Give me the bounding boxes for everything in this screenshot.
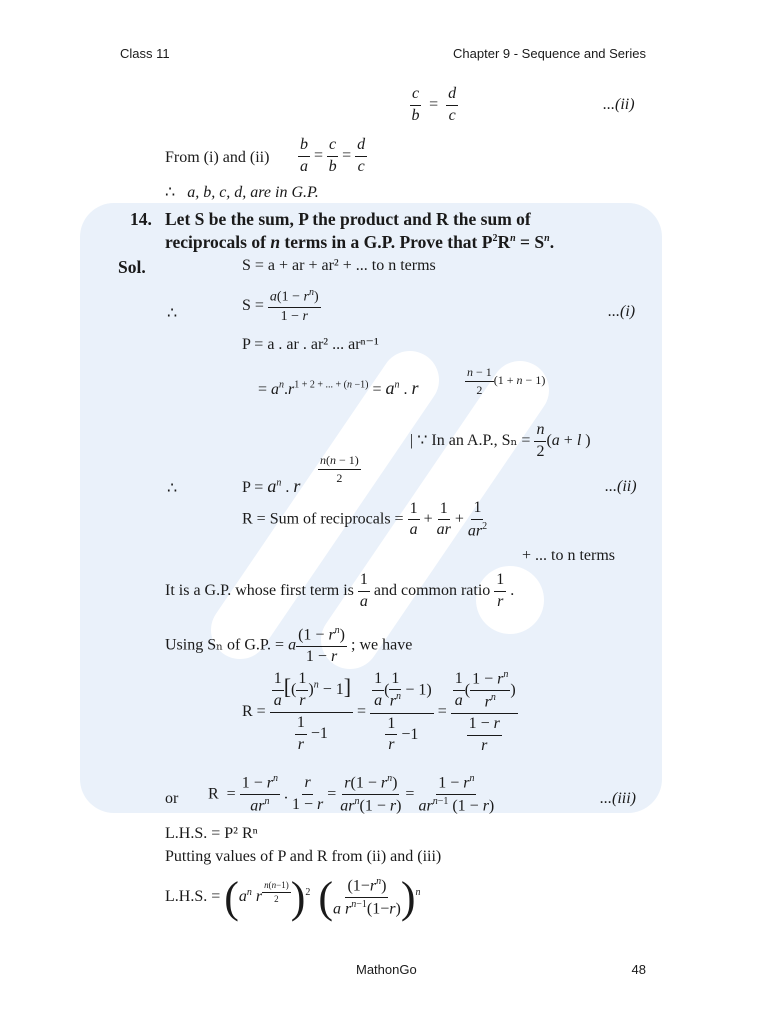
header-class: Class 11 (120, 46, 170, 61)
therefore-1: ∴ (167, 305, 178, 322)
solution-label: Sol. (118, 257, 146, 277)
tag-ii: ...(ii) (605, 478, 637, 495)
lhs-line1: L.H.S. = P² Rⁿ (165, 825, 258, 842)
to-n-terms: + ... to n terms (522, 547, 616, 564)
eq-P-exponent: $\frac{n - 1}{2}$ (1 + n − 1) (467, 365, 546, 397)
eq-P-final: $P = a^n$ . r (242, 476, 301, 496)
question-line2: reciprocals of n terms in a G.P. Prove that $P^2R^n = S^n$. (165, 232, 555, 252)
page-number: 48 (631, 962, 646, 977)
eq-R-expanded: R = $\frac{1}{a}$ [( $\frac{1}{r}$ )$^n$ − 1] $\frac{1}{r}$ −1 = $\frac{1}{a}$ ( $\frac{1}{r^n}$ − 1) $\frac{1}{r}$ −1 = $\frac{1}{a}$ ( $\frac{1 - r^n}{r^n}$ ) $\frac{1 - r}{r}$ (242, 669, 516, 755)
gp-first-term-line: It is a G.P. whose first term is $\frac{1}{a}$ and common ratio $\frac{1}{r}$ . (165, 571, 515, 610)
tag-iii: ...(iii) (600, 790, 636, 807)
question-number: 14. (130, 209, 152, 229)
from-i-ii-text: From (i) and (ii) (165, 149, 270, 166)
header-chapter: Chapter 9 - Sequence and Series (453, 46, 646, 61)
eq-lhs-final: L.H.S. = ($a^n$ r $^{\frac{n(n-1)}{2}}$ )$^2$ ( $\frac{(1-r^n)}{a r^{n-1}(1-r)}$ )$^n$ (165, 873, 421, 922)
eq-P-power: = $a^n.r^{1 + 2 + ... + (n -1)} = a^n$ . r (258, 378, 419, 398)
eq-chain: $\frac{b}{a}$ = $\frac{c}{b}$ = $\frac{d}{c}$ (300, 136, 366, 175)
ap-note: | ∵ In an A.P., Sₙ = $\frac{n}{2}$ (a + l ) (410, 421, 591, 460)
using-sn-line: Using Sₙ of G.P. = a $\frac{(1 - r^n)}{1 - r}$ ; we have (165, 625, 413, 666)
line-S-sum: S = a + ar + ar² + ... to n terms (242, 257, 436, 274)
eq-S-formula: S = $\frac{a(1 - r^n)}{1 - r}$ (242, 287, 319, 325)
eq-R-simplified: R = $\frac{1 - r^n}{ar^n}$ . $\frac{r}{1 - r}$ = $\frac{r(1 - r^n)}{ar^n(1 - r)}$ = $\frac{1 - r^n}{ar^{n-1} (1 - r)}$ (208, 773, 495, 815)
therefore-line: ∴ a, b, c, d, are in G.P. (165, 184, 319, 201)
eq-R-reciprocals: R = Sum of reciprocals = $\frac{1}{a}$ + $\frac{1}{ar}$ + $\frac{1}{ar^2}$ (242, 499, 488, 540)
tag-ii-prev: ...(ii) (603, 96, 635, 113)
or-label: or (165, 790, 179, 807)
tag-i: ...(i) (608, 303, 636, 320)
therefore-2: ∴ (167, 480, 178, 497)
eq-c-over-b: $\frac{c}{b}$ = $\frac{d}{c}$ (411, 85, 457, 124)
eq-P-final-exponent: $\frac{n(n - 1)}{2}$ (320, 453, 359, 485)
line-P-product: P = a . ar . ar² ... arⁿ⁻¹ (242, 336, 379, 353)
putting-line: Putting values of P and R from (ii) and (iii) (165, 848, 442, 865)
question-line1: Let S be the sum, P the product and R the sum of (165, 209, 531, 229)
footer-brand: MathonGo (356, 962, 417, 977)
